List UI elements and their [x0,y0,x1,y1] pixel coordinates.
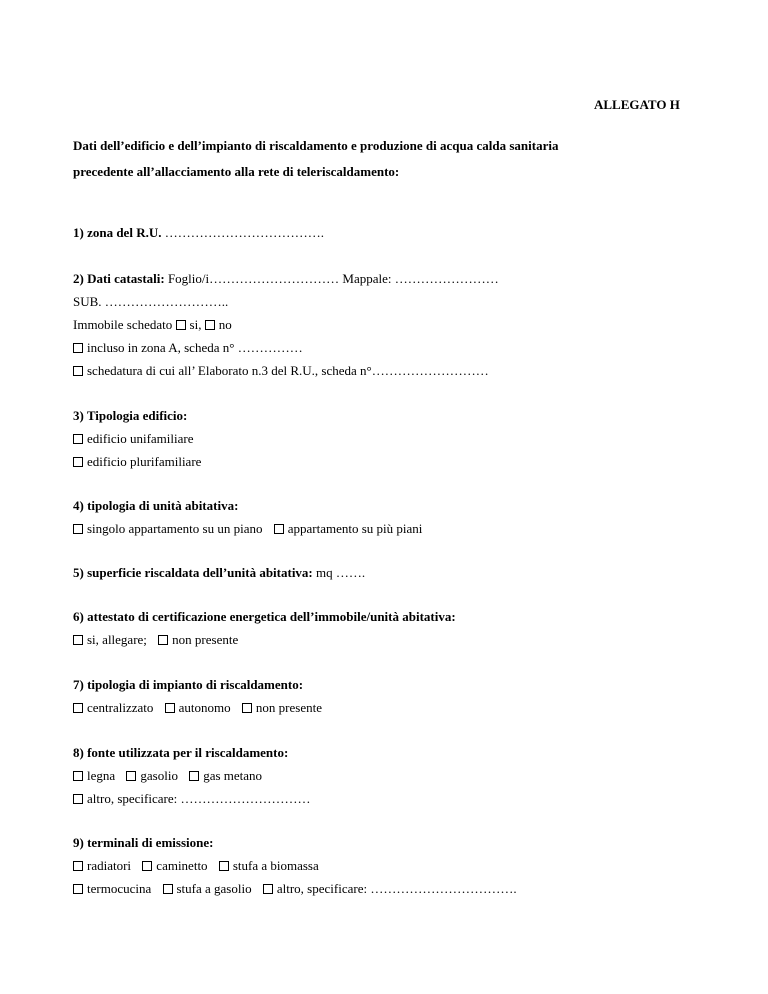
zona-a-row [73,340,303,356]
unifamiliare-row [73,431,193,447]
intro-line-1: Dati dell’edificio e dell’impianto di riscaldamento e produzione di acqua calda sanitaria [73,138,559,153]
zona-a-checkbox[interactable] [73,343,83,353]
section-7-label: 7) tipologia di impianto di riscaldamento: [73,677,304,692]
centralizzato-checkbox[interactable] [73,703,83,713]
schedato-si-label: si, [189,317,202,332]
section-1-label: 1) zona del R.U. [73,225,162,240]
schedato-label: Immobile schedato [73,317,173,332]
fonte-altro-label: altro, specificare: ………………………… [87,791,311,806]
terminali-row-2 [73,881,517,897]
attestato-no-checkbox[interactable] [158,635,168,645]
piu-piani-checkbox[interactable] [274,524,284,534]
section-3-label: 3) Tipologia edificio: [73,408,188,423]
section-9-label: 9) terminali di emissione: [73,835,214,850]
unifamiliare-label: edificio unifamiliare [87,431,194,446]
superficie-field[interactable]: mq ……. [312,565,366,580]
autonomo-label: autonomo [178,700,231,715]
unifamiliare-checkbox[interactable] [73,434,83,444]
termocucina-checkbox[interactable] [73,884,83,894]
stufa-biomassa-label: stufa a biomassa [232,858,319,873]
caminetto-checkbox[interactable] [142,861,152,871]
stufa-gasolio-label: stufa a gasolio [176,881,252,896]
impianto-row [73,700,322,716]
legna-checkbox[interactable] [73,771,83,781]
singolo-piano-label: singolo appartamento su un piano [87,521,263,536]
schedatura-checkbox[interactable] [73,366,83,376]
terminali-row-1 [73,858,319,874]
schedatura-row [73,363,489,379]
fonte-row [73,768,262,784]
zona-a-label: incluso in zona A, scheda n° …………… [87,340,303,355]
autonomo-checkbox[interactable] [165,703,175,713]
intro-line-2: precedente all’allacciamento alla rete di teleriscaldamento: [73,164,400,179]
foglio-mappale-field[interactable]: Foglio/i………………………… Mappale: …………………… [164,271,499,286]
attestato-si-label: si, allegare; [87,632,147,647]
termocucina-label: termocucina [87,881,152,896]
plurifamiliare-label: edificio plurifamiliare [87,454,202,469]
centralizzato-label: centralizzato [87,700,154,715]
gasolio-checkbox[interactable] [126,771,136,781]
unita-row [73,521,422,537]
terminali-altro-label: altro, specificare: ……………………………. [276,881,517,896]
legna-label: legna [87,768,116,783]
attestato-no-label: non presente [172,632,239,647]
stufa-gasolio-checkbox[interactable] [163,884,173,894]
schedato-row [73,317,232,333]
zona-ru-field[interactable]: ………………………………. [161,225,324,240]
plurifamiliare-checkbox[interactable] [73,457,83,467]
section-8-label: 8) fonte utilizzata per il riscaldamento: [73,745,289,760]
schedato-no-checkbox[interactable] [205,320,215,330]
terminali-altro-checkbox[interactable] [263,884,273,894]
allegato-title: ALLEGATO H [594,97,680,112]
section-2-label: 2) Dati catastali: [73,271,165,286]
gasolio-label: gasolio [140,768,178,783]
plurifamiliare-row [73,454,201,470]
section-6-label: 6) attestato di certificazione energetica dell’immobile/unità abitativa: [73,609,456,624]
section-1 [73,225,324,241]
section-2-catastali [73,271,499,287]
caminetto-label: caminetto [156,858,208,873]
schedatura-label: schedatura di cui all’ Elaborato n.3 del R.U., scheda n°……………………… [87,363,489,378]
impianto-non-presente-label: non presente [255,700,322,715]
schedato-si-checkbox[interactable] [176,320,186,330]
gas-metano-label: gas metano [203,768,263,783]
schedato-no-label: no [218,317,232,332]
section-4-label: 4) tipologia di unità abitativa: [73,498,239,513]
piu-piani-label: appartamento su più piani [287,521,423,536]
fonte-altro-checkbox[interactable] [73,794,83,804]
fonte-altro-row [73,791,310,807]
section-5 [73,565,365,581]
attestato-row [73,632,238,648]
gas-metano-checkbox[interactable] [189,771,199,781]
sub-field[interactable]: SUB. ……………………….. [73,294,229,309]
attestato-si-checkbox[interactable] [73,635,83,645]
impianto-non-presente-checkbox[interactable] [242,703,252,713]
radiatori-checkbox[interactable] [73,861,83,871]
stufa-biomassa-checkbox[interactable] [219,861,229,871]
section-5-label: 5) superficie riscaldata dell’unità abitativa: [73,565,313,580]
radiatori-label: radiatori [87,858,132,873]
singolo-piano-checkbox[interactable] [73,524,83,534]
